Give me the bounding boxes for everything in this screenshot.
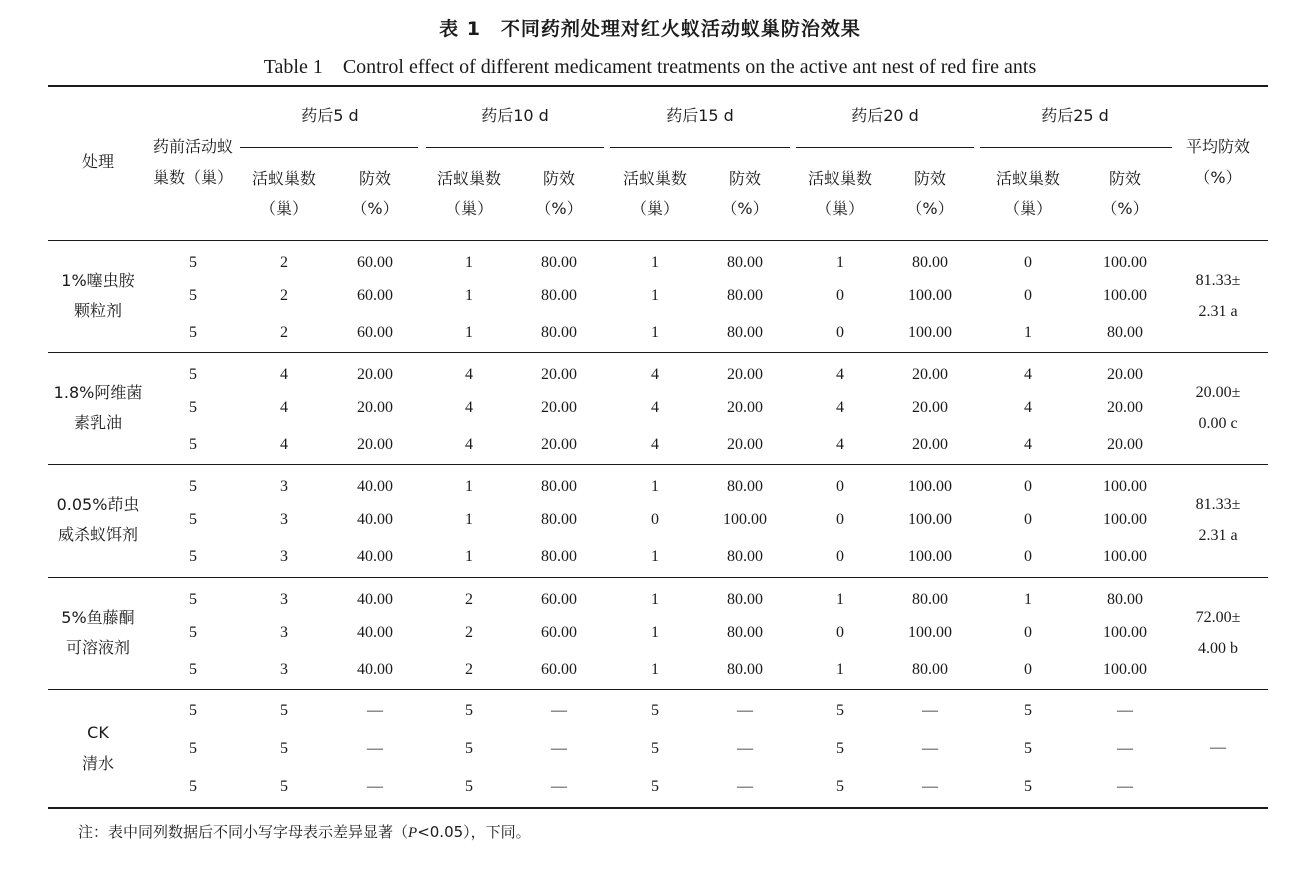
table-cell: 80.00	[912, 591, 948, 608]
table-cell: 1	[651, 254, 659, 271]
table-cell: 1	[465, 254, 473, 271]
table-cell: 0	[836, 478, 844, 495]
table-cell: 5	[189, 366, 197, 383]
note-suffix: <0.05），下同。	[417, 823, 531, 841]
table-cell: 1	[465, 324, 473, 341]
table-cell: 20.00	[727, 366, 763, 383]
table-cell: 80.00	[727, 287, 763, 304]
table-cell: —	[737, 702, 753, 719]
table-cell: 0	[836, 548, 844, 565]
table-cell: 1	[836, 254, 844, 271]
treatment-name-line1: CK	[87, 723, 109, 742]
header-effect-line2: （%）	[906, 199, 954, 218]
table-cell: —	[551, 702, 567, 719]
table-cell: 0	[1024, 661, 1032, 678]
table-cell: 20.00	[357, 399, 393, 416]
table-cell: 60.00	[357, 324, 393, 341]
table-cell: 5	[1024, 702, 1032, 719]
header-live-nests-line2: （巢）	[1003, 199, 1052, 218]
table-cell: 5	[189, 661, 197, 678]
average-effect-line2: 2.31 a	[1198, 527, 1238, 544]
header-effect-line1: 防效	[728, 169, 761, 188]
header-effect-line1: 防效	[913, 169, 946, 188]
table-cell: 0	[836, 287, 844, 304]
table-cell: 20.00	[1107, 366, 1143, 383]
table-cell: 5	[651, 702, 659, 719]
treatment-name-line1: 0.05%茚虫	[56, 495, 140, 514]
table-cell: —	[737, 740, 753, 757]
table-cell: 0	[1024, 287, 1032, 304]
top-rule	[48, 85, 1268, 87]
table-cell: 1	[651, 591, 659, 608]
table-cell: 5	[189, 624, 197, 641]
table-cell: 100.00	[1103, 287, 1147, 304]
table-cell: 5	[189, 324, 197, 341]
average-effect: —	[1210, 739, 1226, 756]
table-cell: 5	[189, 548, 197, 565]
table-cell: 5	[465, 702, 473, 719]
table-cell: —	[551, 740, 567, 757]
average-effect-line1: 81.33±	[1195, 496, 1241, 513]
table-cell: 0	[836, 624, 844, 641]
table-cell: 80.00	[541, 287, 577, 304]
table-cell: 40.00	[357, 511, 393, 528]
note-prefix: 注：表中同列数据后不同小写字母表示差异显著（	[78, 823, 409, 841]
header-effect-line2: （%）	[535, 199, 583, 218]
table-cell: 20.00	[1107, 399, 1143, 416]
table-cell: 100.00	[1103, 661, 1147, 678]
table-cell: 0	[1024, 511, 1032, 528]
table-cell: 80.00	[727, 661, 763, 678]
table-cell: 60.00	[541, 661, 577, 678]
table-cell: 5	[189, 399, 197, 416]
header-live-nests-line1: 活蚁巢数	[251, 169, 316, 188]
table-cell: 5	[189, 740, 197, 757]
table-cell: 1	[1024, 591, 1032, 608]
header-period-5: 药后25 d	[1041, 106, 1109, 125]
table-cell: 4	[465, 436, 473, 453]
table-note	[78, 821, 531, 842]
table-cell: 80.00	[912, 254, 948, 271]
table-cell: 3	[280, 591, 288, 608]
table-cell: 0	[1024, 478, 1032, 495]
table-cell: 1	[651, 287, 659, 304]
table-cell: 3	[280, 478, 288, 495]
table-cell: 20.00	[912, 366, 948, 383]
average-effect-line1: 20.00±	[1195, 384, 1241, 401]
table-cell: 2	[280, 287, 288, 304]
table-cell: 40.00	[357, 478, 393, 495]
table-cell: 1	[651, 324, 659, 341]
table-cell: 1	[836, 661, 844, 678]
table-cell: 3	[280, 661, 288, 678]
table-cell: 5	[1024, 740, 1032, 757]
table-cell: 5	[836, 778, 844, 795]
table-cell: 5	[189, 511, 197, 528]
header-live-nests-line2: （巢）	[630, 199, 679, 218]
treatment-name-line2: 威杀蚁饵剂	[57, 525, 138, 544]
table-cell: 80.00	[727, 548, 763, 565]
table-cell: 4	[1024, 366, 1032, 383]
table-cell: —	[1117, 702, 1133, 719]
table-cell: 60.00	[541, 624, 577, 641]
table-cell: 20.00	[541, 366, 577, 383]
header-effect-line2: （%）	[721, 199, 769, 218]
table-cell: 4	[280, 399, 288, 416]
table-cell: 5	[280, 778, 288, 795]
table-cell: 1	[836, 591, 844, 608]
header-pre-nests-line1: 药前活动蚁	[152, 137, 233, 156]
table-cell: 20.00	[912, 399, 948, 416]
table-cell: 20.00	[727, 399, 763, 416]
group-rule-1	[48, 352, 1268, 353]
table-cell: 4	[651, 399, 659, 416]
table-cell: 5	[189, 478, 197, 495]
table-cell: 20.00	[541, 399, 577, 416]
table-cell: 4	[836, 436, 844, 453]
table-cell: 100.00	[1103, 254, 1147, 271]
table-cell: 0	[1024, 548, 1032, 565]
table-cell: 5	[465, 778, 473, 795]
table-cell: 40.00	[357, 624, 393, 641]
header-live-nests-line1: 活蚁巢数	[436, 169, 501, 188]
table-cell: 100.00	[1103, 548, 1147, 565]
header-live-nests-line1: 活蚁巢数	[995, 169, 1060, 188]
average-effect-line2: 2.31 a	[1198, 303, 1238, 320]
table-cell: —	[367, 702, 383, 719]
average-effect-line1: 72.00±	[1195, 609, 1241, 626]
average-effect-line2: 4.00 b	[1198, 640, 1238, 657]
header-effect-line2: （%）	[351, 199, 399, 218]
header-treatment: 处理	[81, 152, 114, 171]
table-cell: 60.00	[541, 591, 577, 608]
table-cell: 4	[651, 436, 659, 453]
table-cell: 100.00	[1103, 624, 1147, 641]
table-cell: 5	[651, 778, 659, 795]
table-cell: 80.00	[727, 591, 763, 608]
treatment-name-line1: 1.8%阿维菌	[53, 383, 143, 402]
table-cell: 5	[1024, 778, 1032, 795]
table-title-en: Table 1 Control effect of different medicament treatments on the active ant nest of red fire ants	[263, 56, 1037, 78]
table-cell: 2	[465, 661, 473, 678]
treatment-name-line2: 素乳油	[73, 413, 122, 432]
table-cell: 5	[465, 740, 473, 757]
group-rule-2	[48, 464, 1268, 465]
table-cell: 5	[280, 740, 288, 757]
average-effect-line2: 0.00 c	[1198, 415, 1238, 432]
table-cell: —	[922, 702, 938, 719]
header-period-underline-1	[240, 147, 418, 148]
table-cell: 1	[465, 548, 473, 565]
table-cell: —	[1117, 740, 1133, 757]
table-cell: 5	[280, 702, 288, 719]
table-cell: 3	[280, 511, 288, 528]
header-period-underline-3	[610, 147, 790, 148]
table-cell: 4	[465, 366, 473, 383]
table-cell: 5	[189, 254, 197, 271]
table-cell: —	[922, 778, 938, 795]
table-cell: 4	[280, 366, 288, 383]
table-cell: 1	[465, 511, 473, 528]
header-effect-line2: （%）	[1101, 199, 1149, 218]
header-live-nests-line2: （巢）	[444, 199, 493, 218]
table-cell: 60.00	[357, 254, 393, 271]
treatment-name-line1: 5%鱼藤酮	[61, 608, 135, 627]
header-effect-line1: 防效	[358, 169, 391, 188]
header-period-1: 药后5 d	[301, 106, 359, 125]
header-period-underline-5	[980, 147, 1172, 148]
table-cell: 100.00	[723, 511, 767, 528]
table-cell: 20.00	[541, 436, 577, 453]
table-cell: 1	[651, 661, 659, 678]
table-cell: 1	[651, 478, 659, 495]
table-cell: 20.00	[727, 436, 763, 453]
table-cell: 2	[280, 254, 288, 271]
table-cell: 0	[836, 511, 844, 528]
table-cell: 100.00	[908, 324, 952, 341]
table-cell: 3	[280, 548, 288, 565]
table-cell: 4	[836, 366, 844, 383]
table-cell: —	[922, 740, 938, 757]
table-cell: 100.00	[1103, 478, 1147, 495]
table-cell: 80.00	[727, 254, 763, 271]
table-cell: 1	[651, 624, 659, 641]
table-cell: 5	[189, 702, 197, 719]
table-cell: 80.00	[727, 624, 763, 641]
table-cell: 0	[836, 324, 844, 341]
header-pre-nests-line2: 巢数（巢）	[152, 168, 233, 187]
table-cell: 0	[651, 511, 659, 528]
table-cell: 0	[1024, 624, 1032, 641]
table-cell: 80.00	[541, 548, 577, 565]
treatment-name-line1: 1%噻虫胺	[61, 271, 135, 290]
table-cell: 5	[189, 436, 197, 453]
header-avg-line1: 平均防效	[1185, 137, 1250, 156]
table-cell: 40.00	[357, 661, 393, 678]
table-cell: 60.00	[357, 287, 393, 304]
table-cell: 100.00	[908, 478, 952, 495]
header-period-3: 药后15 d	[666, 106, 734, 125]
note-p-symbol: P	[408, 825, 418, 841]
table-cell: 5	[836, 702, 844, 719]
table-cell: 1	[651, 548, 659, 565]
header-effect-line1: 防效	[1108, 169, 1141, 188]
table-cell: 80.00	[541, 511, 577, 528]
table-cell: —	[367, 740, 383, 757]
treatment-name-line2: 颗粒剂	[73, 301, 122, 320]
header-period-underline-2	[426, 147, 604, 148]
table-cell: 0	[1024, 254, 1032, 271]
table-cell: 5	[189, 591, 197, 608]
header-live-nests-line1: 活蚁巢数	[622, 169, 687, 188]
table-cell: 4	[1024, 436, 1032, 453]
table-cell: 20.00	[1107, 436, 1143, 453]
table-cell: 2	[280, 324, 288, 341]
table-cell: —	[367, 778, 383, 795]
table-cell: 20.00	[357, 436, 393, 453]
table-cell: 2	[465, 591, 473, 608]
table-cell: —	[1117, 778, 1133, 795]
table-cell: 100.00	[908, 548, 952, 565]
table-cell: 40.00	[357, 591, 393, 608]
table-cell: 80.00	[1107, 591, 1143, 608]
table-cell: 4	[1024, 399, 1032, 416]
table-cell: 80.00	[727, 478, 763, 495]
average-effect-line1: 81.33±	[1195, 272, 1241, 289]
table-cell: 5	[651, 740, 659, 757]
group-rule-3	[48, 577, 1268, 578]
table-cell: 1	[465, 478, 473, 495]
table-cell: 1	[1024, 324, 1032, 341]
table-cell: 5	[189, 778, 197, 795]
table-title-cn: 表 1 不同药剂处理对红火蚁活动蚁巢防治效果	[439, 18, 861, 40]
table-cell: 2	[465, 624, 473, 641]
table-cell: 80.00	[541, 254, 577, 271]
bottom-rule	[48, 807, 1268, 809]
header-period-underline-4	[796, 147, 974, 148]
table-cell: 80.00	[1107, 324, 1143, 341]
treatment-name-line2: 清水	[81, 754, 114, 773]
table-cell: —	[737, 778, 753, 795]
table-cell: 5	[189, 287, 197, 304]
table-cell: 40.00	[357, 548, 393, 565]
table-cell: 80.00	[912, 661, 948, 678]
table-cell: 4	[280, 436, 288, 453]
header-rule	[48, 240, 1268, 241]
header-live-nests-line1: 活蚁巢数	[807, 169, 872, 188]
table-cell: 100.00	[908, 624, 952, 641]
header-period-2: 药后10 d	[481, 106, 549, 125]
header-avg-line2: （%）	[1194, 168, 1242, 187]
table-cell: 4	[651, 366, 659, 383]
table-cell: 4	[465, 399, 473, 416]
table-cell: 100.00	[1103, 511, 1147, 528]
table-cell: 100.00	[908, 511, 952, 528]
header-effect-line1: 防效	[542, 169, 575, 188]
table-cell: 80.00	[541, 478, 577, 495]
treatment-name-line2: 可溶液剂	[65, 638, 130, 657]
table-cell: 80.00	[541, 324, 577, 341]
header-period-4: 药后20 d	[851, 106, 919, 125]
table-cell: 80.00	[727, 324, 763, 341]
group-rule-4	[48, 689, 1268, 690]
table-cell: 5	[836, 740, 844, 757]
table-cell: 1	[465, 287, 473, 304]
header-live-nests-line2: （巢）	[259, 199, 308, 218]
table-cell: 20.00	[912, 436, 948, 453]
table-cell: 100.00	[908, 287, 952, 304]
header-live-nests-line2: （巢）	[815, 199, 864, 218]
table-cell: 3	[280, 624, 288, 641]
table-cell: —	[551, 778, 567, 795]
table-cell: 20.00	[357, 366, 393, 383]
table-cell: 4	[836, 399, 844, 416]
